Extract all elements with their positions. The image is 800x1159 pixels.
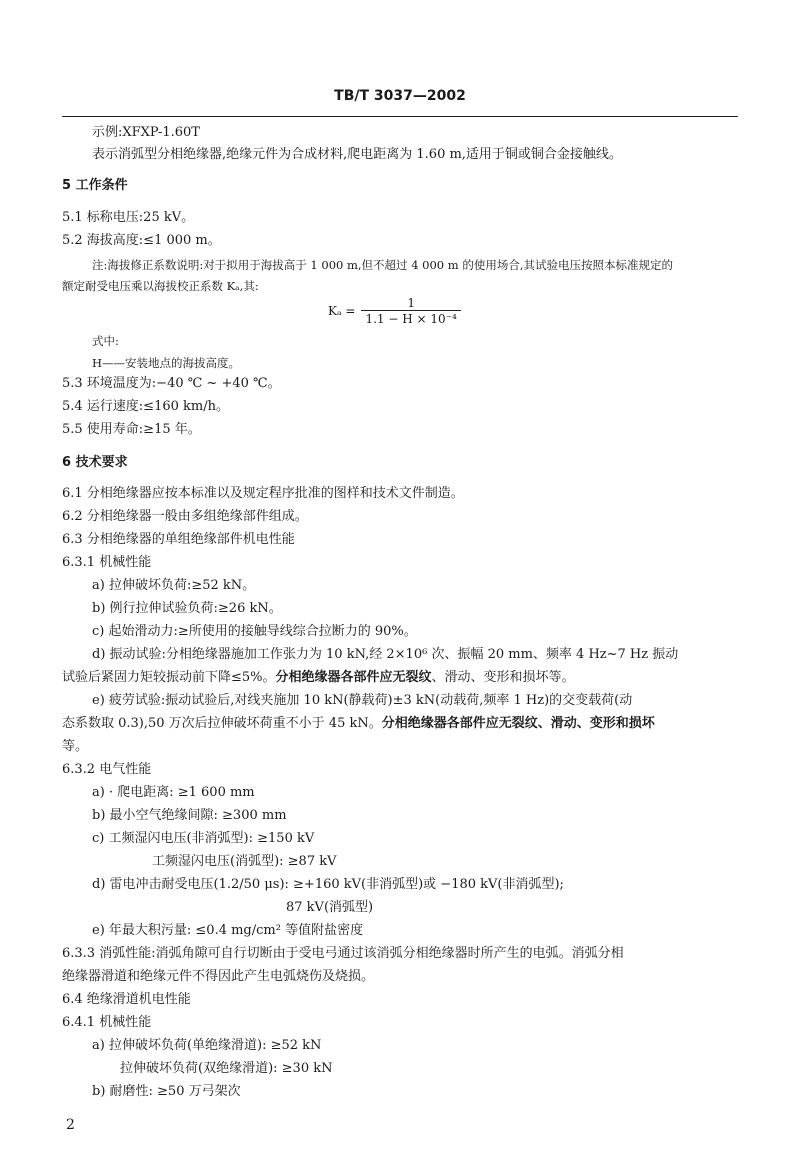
clause-6-4-1: 6.4.1 机械性能 <box>62 1015 152 1030</box>
altitude-note-line1: 注:海拔修正系数说明:对于拟用于海拔高于 1 000 m,但不超过 4 000 m 的使用场合,其试验电压按照本标准规定的 <box>92 258 673 272</box>
clause-5-2: 5.2 海拔高度:≤1 000 m。 <box>62 233 221 248</box>
document-code-header: TB/T 3037—2002 <box>334 88 466 104</box>
d-text: 试验后紧固力矩较振动前下降≤5%。 <box>62 670 276 685</box>
mech-item-e-line2 <box>62 716 655 732</box>
example-label: 示例:XFXP-1.60T <box>92 125 200 140</box>
clause-6-2: 6.2 分相绝缘器一般由多组绝缘部件组成。 <box>62 509 308 524</box>
mech-item-b: b) 例行拉伸试验负荷:≥26 kN。 <box>92 601 282 616</box>
section-6-title: 6 技术要求 <box>62 455 128 470</box>
formula-lhs: Kₐ = <box>328 304 356 318</box>
e-bold-text: 分相绝缘器各部件应无裂纹、滑动、变形和损坏 <box>381 716 655 731</box>
clause-6-3-3-line2: 绝缘器滑道和绝缘元件不得因此产生电弧烧伤及烧损。 <box>62 969 375 984</box>
clause-6-1: 6.1 分相绝缘器应按本标准以及规定程序批准的图样和技术文件制造。 <box>62 486 464 501</box>
slide-item-a1: a) 拉伸破坏负荷(单绝缘滑道): ≥52 kN <box>92 1038 322 1053</box>
d-tail-text: 、滑动、变形和损坏等。 <box>431 670 575 685</box>
elec-item-a: a) · 爬电距离: ≥1 600 mm <box>92 785 255 800</box>
elec-item-c1: c) 工频湿闪电压(非消弧型): ≥150 kV <box>92 831 315 846</box>
mech-item-d-line2 <box>62 670 575 686</box>
slide-item-b: b) 耐磨性: ≥50 万弓架次 <box>92 1084 241 1099</box>
mech-item-c: c) 起始滑动力:≥所使用的接触导线综合拉断力的 90%。 <box>92 624 417 639</box>
elec-item-c2: 工频湿闪电压(消弧型): ≥87 kV <box>152 854 337 869</box>
altitude-note-line2: 额定耐受电压乘以海拔校正系数 Kₐ,其: <box>62 279 259 293</box>
clause-6-4: 6.4 绝缘滑道机电性能 <box>62 992 191 1007</box>
page-number: 2 <box>66 1117 75 1133</box>
where-label: 式中: <box>92 334 119 348</box>
header-rule <box>62 116 738 117</box>
mech-item-e-line1: e) 疲劳试验:振动试验后,对线夹施加 10 kN(静载荷)±3 kN(动载荷,频率 1 Hz)的交变载荷(动 <box>92 693 633 708</box>
d-bold-text: 分相绝缘器各部件应无裂纹 <box>275 670 432 685</box>
h-definition: H——安装地点的海拔高度。 <box>92 356 241 370</box>
e-text: 态系数取 0.3),50 万次后拉伸破坏荷重不小于 45 kN。 <box>62 716 382 731</box>
clause-5-1: 5.1 标称电压:25 kV。 <box>62 210 195 225</box>
elec-item-d2: 87 kV(消弧型) <box>286 900 374 915</box>
mech-item-d-line1: d) 振动试验:分相绝缘器施加工作张力为 10 kN,经 2×10⁶ 次、振幅 20 mm、频率 4 Hz~7 Hz 振动 <box>92 647 679 662</box>
elec-item-e: e) 年最大积污量: ≤0.4 mg/cm² 等值附盐密度 <box>92 923 364 938</box>
section-5-title: 5 工作条件 <box>62 178 128 193</box>
clause-5-4: 5.4 运行速度:≤160 km/h。 <box>62 399 229 414</box>
clause-5-5: 5.5 使用寿命:≥15 年。 <box>62 422 201 437</box>
mech-item-e-line3: 等。 <box>62 739 89 754</box>
clause-5-3: 5.3 环境温度为:−40 ℃ ~ +40 ℃。 <box>62 376 281 391</box>
clause-6-3-2: 6.3.2 电气性能 <box>62 762 152 777</box>
elec-item-b: b) 最小空气绝缘间隙: ≥300 mm <box>92 808 287 823</box>
example-description: 表示消弧型分相绝缘器,绝缘元件为合成材料,爬电距离为 1.60 m,适用于铜或铜合金接触线。 <box>92 147 622 162</box>
altitude-formula <box>328 296 461 326</box>
formula-numerator: 1 <box>407 296 415 310</box>
clause-6-3-3-line1: 6.3.3 消弧性能:消弧角隙可自行切断由于受电弓通过该消弧分相绝缘器时所产生的电弧。消弧分相 <box>62 946 624 961</box>
slide-item-a2: 拉伸破坏负荷(双绝缘滑道): ≥30 kN <box>120 1061 333 1076</box>
formula-denominator: 1.1 − H × 10⁻⁴ <box>361 310 460 326</box>
clause-6-3-1: 6.3.1 机械性能 <box>62 555 152 570</box>
mech-item-a: a) 拉伸破坏负荷:≥52 kN。 <box>92 578 256 593</box>
elec-item-d1: d) 雷电冲击耐受电压(1.2/50 μs): ≥+160 kV(非消弧型)或 −180 kV(非消弧型); <box>92 877 564 892</box>
clause-6-3: 6.3 分相绝缘器的单组绝缘部件机电性能 <box>62 532 295 547</box>
